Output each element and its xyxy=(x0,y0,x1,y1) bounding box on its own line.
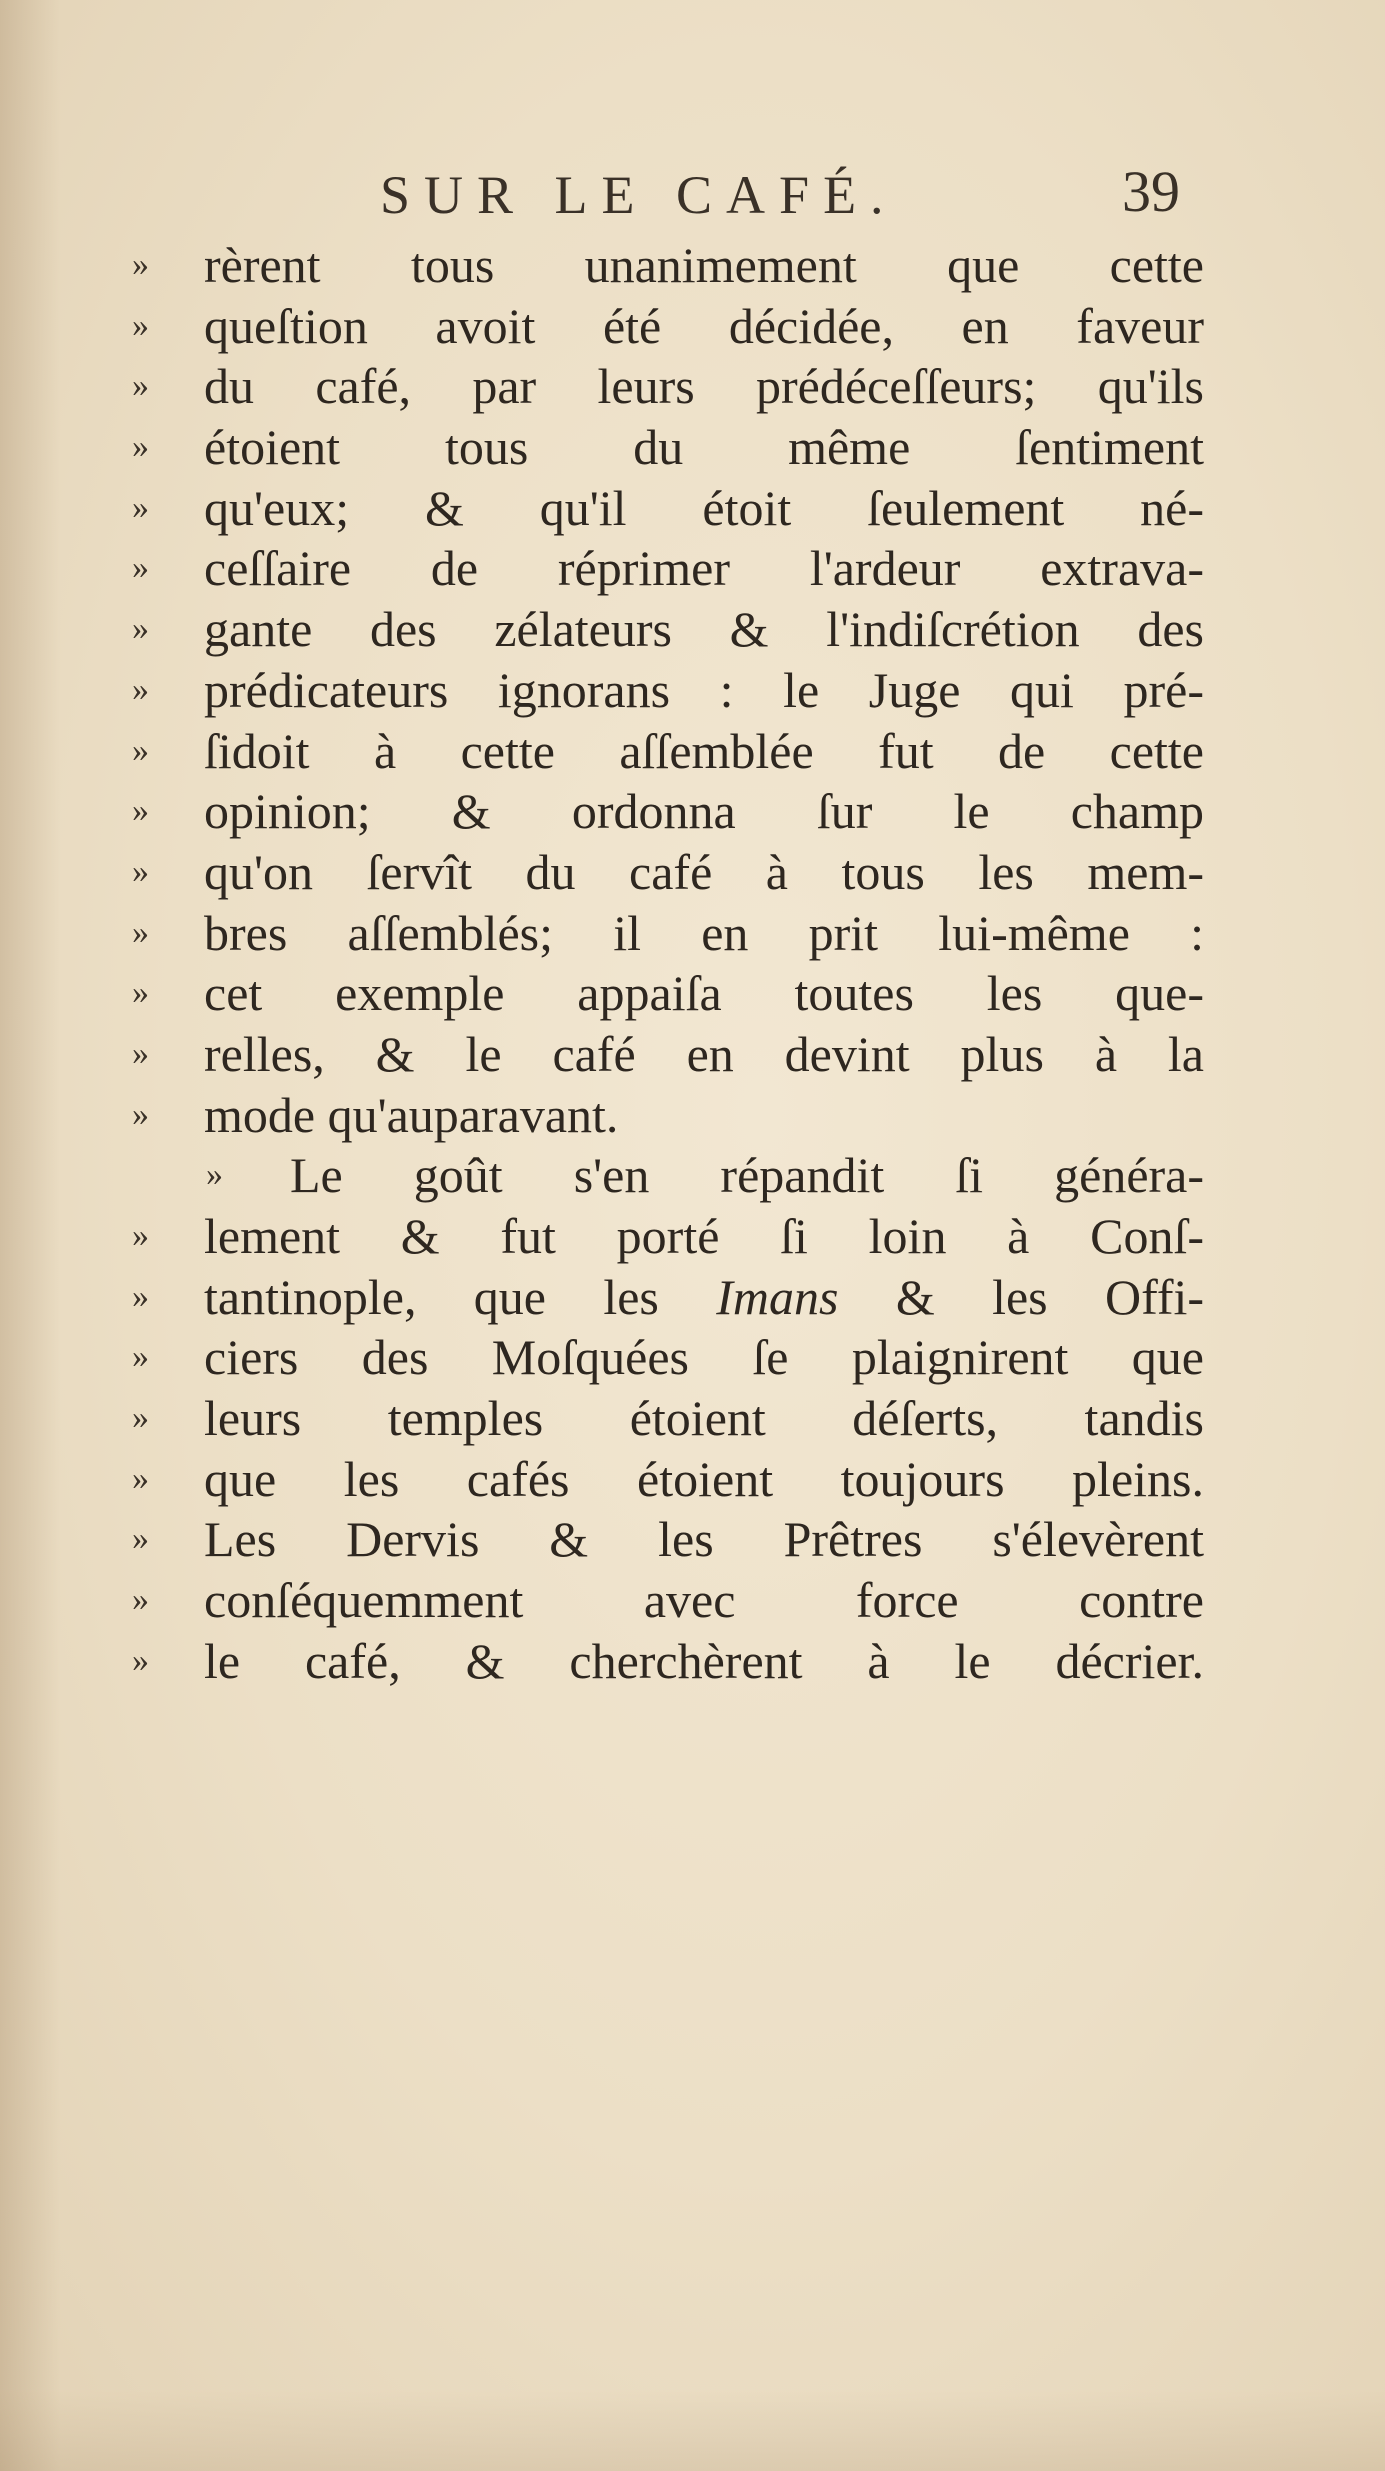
line-text: ciers des Moſquées ſe plaignirent que xyxy=(204,1329,1204,1386)
line-text: relles, & le café en devint plus à la xyxy=(204,1025,1204,1082)
text-line xyxy=(132,1085,1182,1146)
line-text: Le goût s'en répandit ſi généra- xyxy=(290,1147,1204,1204)
quote-mark: » xyxy=(132,852,149,890)
text-line xyxy=(132,1570,1204,1631)
text-line xyxy=(132,963,1204,1024)
line-text: lement & fut porté ſi loin à Conſ- xyxy=(204,1208,1204,1264)
text-line xyxy=(132,1449,1204,1510)
text-line xyxy=(132,721,1204,782)
text-line xyxy=(132,1327,1204,1388)
text-line xyxy=(132,599,1204,660)
quote-mark: » xyxy=(132,428,149,466)
quote-mark: » xyxy=(132,1459,149,1497)
line-text: le café, & cherchèrent à le décrier. xyxy=(204,1632,1204,1689)
text-line xyxy=(132,842,1204,903)
quote-mark: » xyxy=(206,1156,223,1194)
text-line xyxy=(132,1509,1204,1570)
line-text: bres aſſemblés; il en prit lui-même : xyxy=(204,904,1204,961)
text-line xyxy=(132,903,1204,964)
text-line xyxy=(132,1631,1204,1692)
line-text: rèrent tous unanimement que cette xyxy=(204,237,1204,293)
line-text: leurs temples étoient déſerts, tandis xyxy=(204,1390,1204,1447)
line-text: cet exemple appaiſa toutes les que- xyxy=(204,965,1204,1022)
text-line xyxy=(132,478,1204,539)
quote-mark: » xyxy=(132,246,149,283)
line-text: Les Dervis & les Prêtres s'élevèrent xyxy=(204,1511,1204,1568)
quote-mark: » xyxy=(132,1095,149,1133)
text-line xyxy=(132,235,1204,296)
line-text-before: tantinople, que les xyxy=(204,1268,717,1325)
line-text: du café, par leurs prédéceſſeurs; qu'ils xyxy=(204,358,1204,415)
quote-mark: » xyxy=(132,1034,149,1072)
line-text: étoient tous du même ſentiment xyxy=(204,419,1204,476)
quote-mark: » xyxy=(132,670,149,708)
line-text: qu'eux; & qu'il étoit ſeulement né- xyxy=(204,479,1204,536)
text-line xyxy=(132,538,1204,599)
bottom-shadow xyxy=(0,2391,1385,2471)
quote-mark: » xyxy=(132,1581,149,1619)
quote-mark: » xyxy=(132,1277,149,1315)
quote-mark: » xyxy=(132,1520,149,1558)
line-text: queſtion avoit été décidée, en faveur xyxy=(204,297,1204,354)
quote-mark: » xyxy=(132,731,149,769)
quote-mark: » xyxy=(132,792,149,830)
paragraph-start-line xyxy=(132,1145,1204,1206)
quote-mark: » xyxy=(132,306,149,344)
line-text: gante des zélateurs & l'indiſcrétion des xyxy=(204,601,1204,658)
quote-mark: » xyxy=(132,913,149,951)
text-line xyxy=(132,417,1204,478)
line-text-after: & les Offi- xyxy=(838,1268,1205,1325)
gutter-shadow xyxy=(0,0,60,2471)
text-line xyxy=(132,1206,1204,1267)
text-line xyxy=(132,781,1204,842)
quote-mark: » xyxy=(132,367,149,405)
line-text: prédicateurs ignorans : le Juge qui pré- xyxy=(204,661,1204,718)
text-line xyxy=(132,1024,1204,1085)
line-text: conſéquemment avec force contre xyxy=(204,1572,1204,1629)
line-text: qu'on ſervît du café à tous les mem- xyxy=(204,843,1204,900)
line-text: que les cafés étoient toujours pleins. xyxy=(204,1450,1204,1507)
quote-mark: » xyxy=(132,1338,149,1376)
text-line xyxy=(132,1267,1205,1328)
line-text: opinion; & ordonna ſur le champ xyxy=(204,783,1204,840)
italic-word: Imans xyxy=(716,1268,839,1325)
text-line xyxy=(132,1388,1204,1449)
line-text xyxy=(204,1267,1204,1328)
page-header xyxy=(380,158,1180,228)
text-line xyxy=(132,356,1204,417)
quote-mark: » xyxy=(132,488,149,526)
quote-mark: » xyxy=(132,610,149,648)
quote-mark: » xyxy=(132,549,149,587)
text-line xyxy=(132,660,1204,721)
body-text xyxy=(132,235,1205,1692)
line-text: ceſſaire de réprimer l'ardeur extrava- xyxy=(204,540,1204,597)
quote-mark: » xyxy=(132,1641,149,1679)
page-number: 39 xyxy=(1122,159,1180,224)
line-text: ſidoit à cette aſſemblée fut de cette xyxy=(204,722,1204,779)
line-text: mode qu'auparavant. xyxy=(204,1086,619,1143)
running-title: SUR LE CAFÉ. xyxy=(380,165,898,225)
quote-mark: » xyxy=(132,1217,149,1254)
quote-mark: » xyxy=(132,1399,149,1437)
quote-mark: » xyxy=(132,974,149,1012)
text-line xyxy=(132,296,1204,357)
